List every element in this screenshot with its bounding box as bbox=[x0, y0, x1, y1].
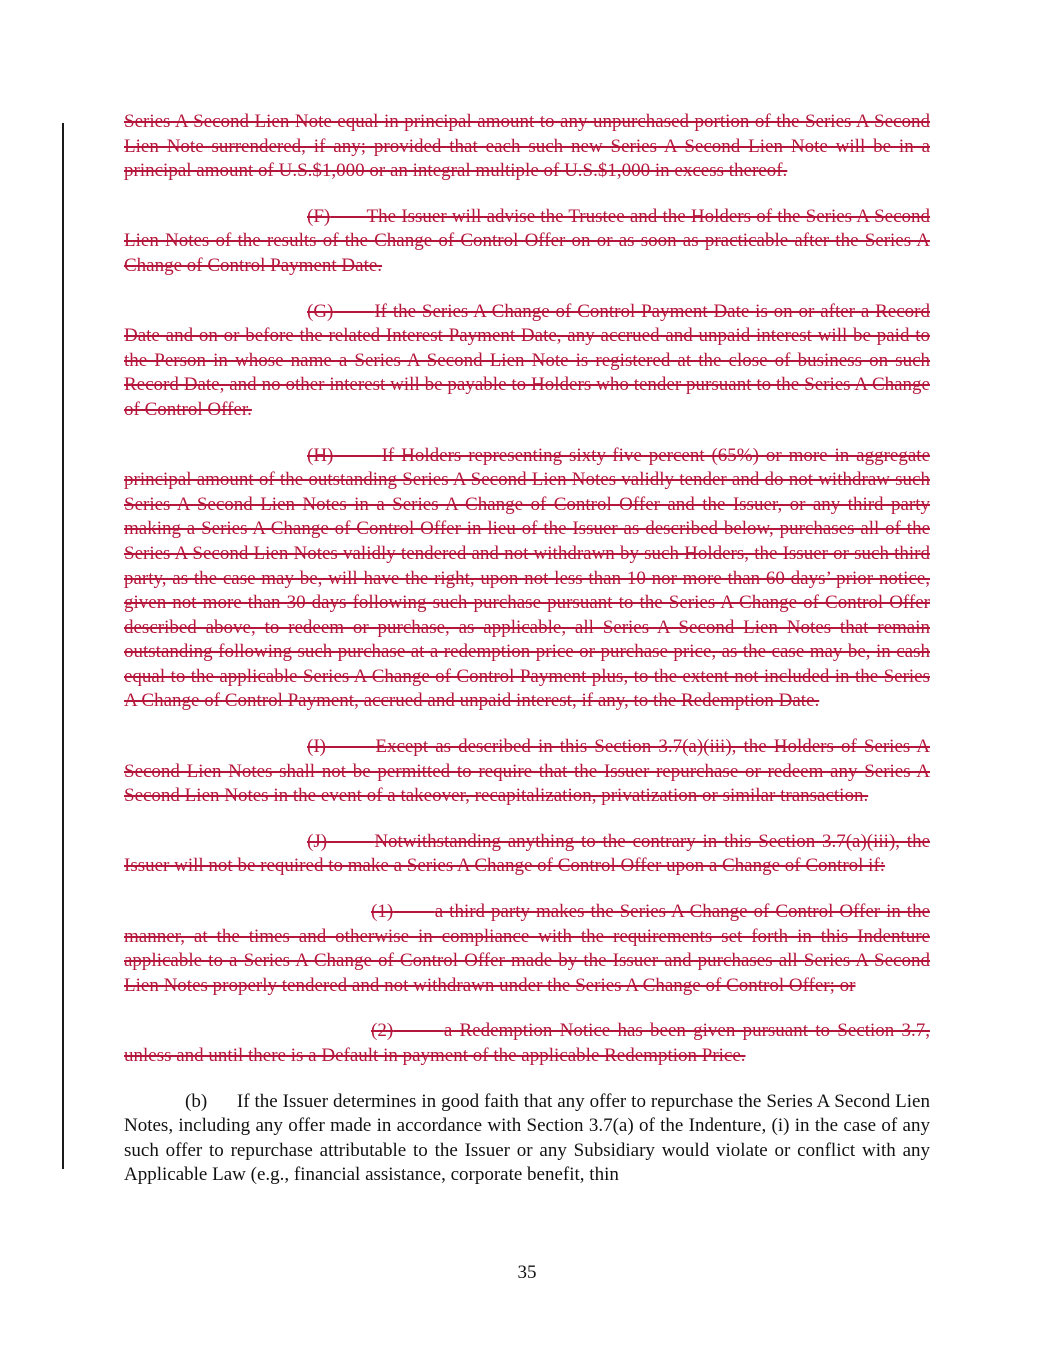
paragraph-text: If Holders representing sixty-five percent (65%) or more in aggregate principal amount of the outstanding Series A Second Lien Notes validly tender and do not withdraw such Series A Second Lien Notes in a Series A Change of Control Offer and the Issuer, or any third party making a Series A Change of Control Offer in lieu of the Issuer as described below, purchases all of the Series A Second Lien Notes validly tendered and not withdrawn by such Holders, the Issuer or such third party, as the case may be, will have the right, upon not less than 10 nor more than 60 days’ prior notice, given not more than 30 days following such purchase pursuant to the Series A Change of Control Offer described above, to redeem or purchase, as applicable, all Series A Second Lien Notes that remain outstanding following such purchase at a redemption price or purchase price, as the case may be, in cash equal to the applicable Series A Change of Control Payment plus, to the extent not included in the Series A Change of Control Payment, accrued and unpaid interest, if any, to the Redemption Date. bbox=[124, 444, 931, 712]
tab-gap bbox=[327, 831, 374, 852]
tab-gap bbox=[330, 206, 366, 227]
paragraph-text: a third party makes the Series A Change of Control Offer in the manner, at the times and otherwise in compliance with the requirements set forth in this Indenture applicable to a Series A Change of Control Offer made by the Issuer and purchases all Series A Second Lien Notes properly tendered and not withdrawn under the Series A Change of Control Offer; or bbox=[124, 901, 931, 996]
paragraph-text: The Issuer will advise the Trustee and the Holders of the Series A Second Lien Notes of the results of the Change of Control Offer on or as soon as practicable after the Series A Change of Control Payment Date. bbox=[124, 205, 930, 276]
paragraph-marker: (b) bbox=[185, 1090, 208, 1112]
paragraph-marker: (H) bbox=[307, 444, 334, 466]
paragraph-marker: (J) bbox=[307, 830, 328, 852]
paragraph-text: If the Issuer determines in good faith that any offer to repurchase the Series A Second Lien Notes, including any offer made in accordance with Section 3.7(a) of the Indenture, (i) in the case of any such offer to repurchase attributable to the Issuer or any Subsidiary would violate or conflict with any Applicable Law (e.g., financial assistance, corporate benefit, thin bbox=[124, 1090, 930, 1186]
paragraph-text: Series A Second Lien Note equal in principal amount to any unpurchased portion of the Series A Second Lien Note surrendered, if any; provided that each such new Series A Second Lien Note will be in a principal amount of U.S.$1,000 or an integral multiple of U.S.$1,000 in excess thereof. bbox=[124, 111, 930, 182]
paragraph-b bbox=[124, 1090, 930, 1188]
paragraph-marker: (2) bbox=[371, 1020, 394, 1042]
paragraph-text: a Redemption Notice has been given pursuant to Section 3.7, unless and until there is a Default in payment of the applicable Redemption Price. bbox=[124, 1020, 931, 1066]
paragraph-marker: (G) bbox=[307, 300, 334, 322]
paragraph-H bbox=[124, 444, 930, 715]
paragraph-2 bbox=[124, 1019, 930, 1068]
paragraph-1 bbox=[124, 900, 930, 998]
paragraph-text: If the Series A Change of Control Payment Date is on or after a Record Date and on or before the related Interest Payment Date, any accrued and unpaid interest will be paid to the Person in whose name a Series A Second Lien Note is registered at the close of business on such Record Date, and no other interest will be payable to Holders who tender pursuant to the Series A Change of Control Offer. bbox=[124, 300, 930, 420]
tab-gap bbox=[207, 1091, 237, 1112]
paragraph-J bbox=[124, 830, 930, 879]
text-block bbox=[124, 110, 930, 1209]
tab-gap bbox=[393, 1020, 444, 1041]
page-number: 35 bbox=[517, 1262, 537, 1283]
tab-gap bbox=[393, 901, 435, 922]
tab-gap bbox=[333, 445, 381, 466]
margin-change-bar bbox=[62, 123, 64, 1169]
tab-gap bbox=[326, 736, 375, 757]
paragraph-G bbox=[124, 300, 930, 423]
paragraph-F bbox=[124, 205, 930, 279]
paragraph-marker: (1) bbox=[371, 901, 394, 923]
paragraph-marker: (F) bbox=[307, 205, 331, 227]
paragraph-text: Except as described in this Section 3.7(a)(iii), the Holders of Series A Second Lien Notes shall not be permitted to require that the Issuer repurchase or redeem any Series A Second Lien Notes in the event of a takeover, recapitalization, privatization or similar transaction. bbox=[124, 736, 930, 807]
paragraph-I bbox=[124, 735, 930, 809]
paragraph-text: Notwithstanding anything to the contrary in this Section 3.7(a)(iii), the Issuer will not be required to make a Series A Change of Control Offer upon a Change of Control if: bbox=[124, 830, 931, 877]
paragraph-continuation bbox=[124, 110, 930, 184]
tab-gap bbox=[333, 301, 374, 322]
paragraph-marker: (I) bbox=[307, 736, 326, 758]
